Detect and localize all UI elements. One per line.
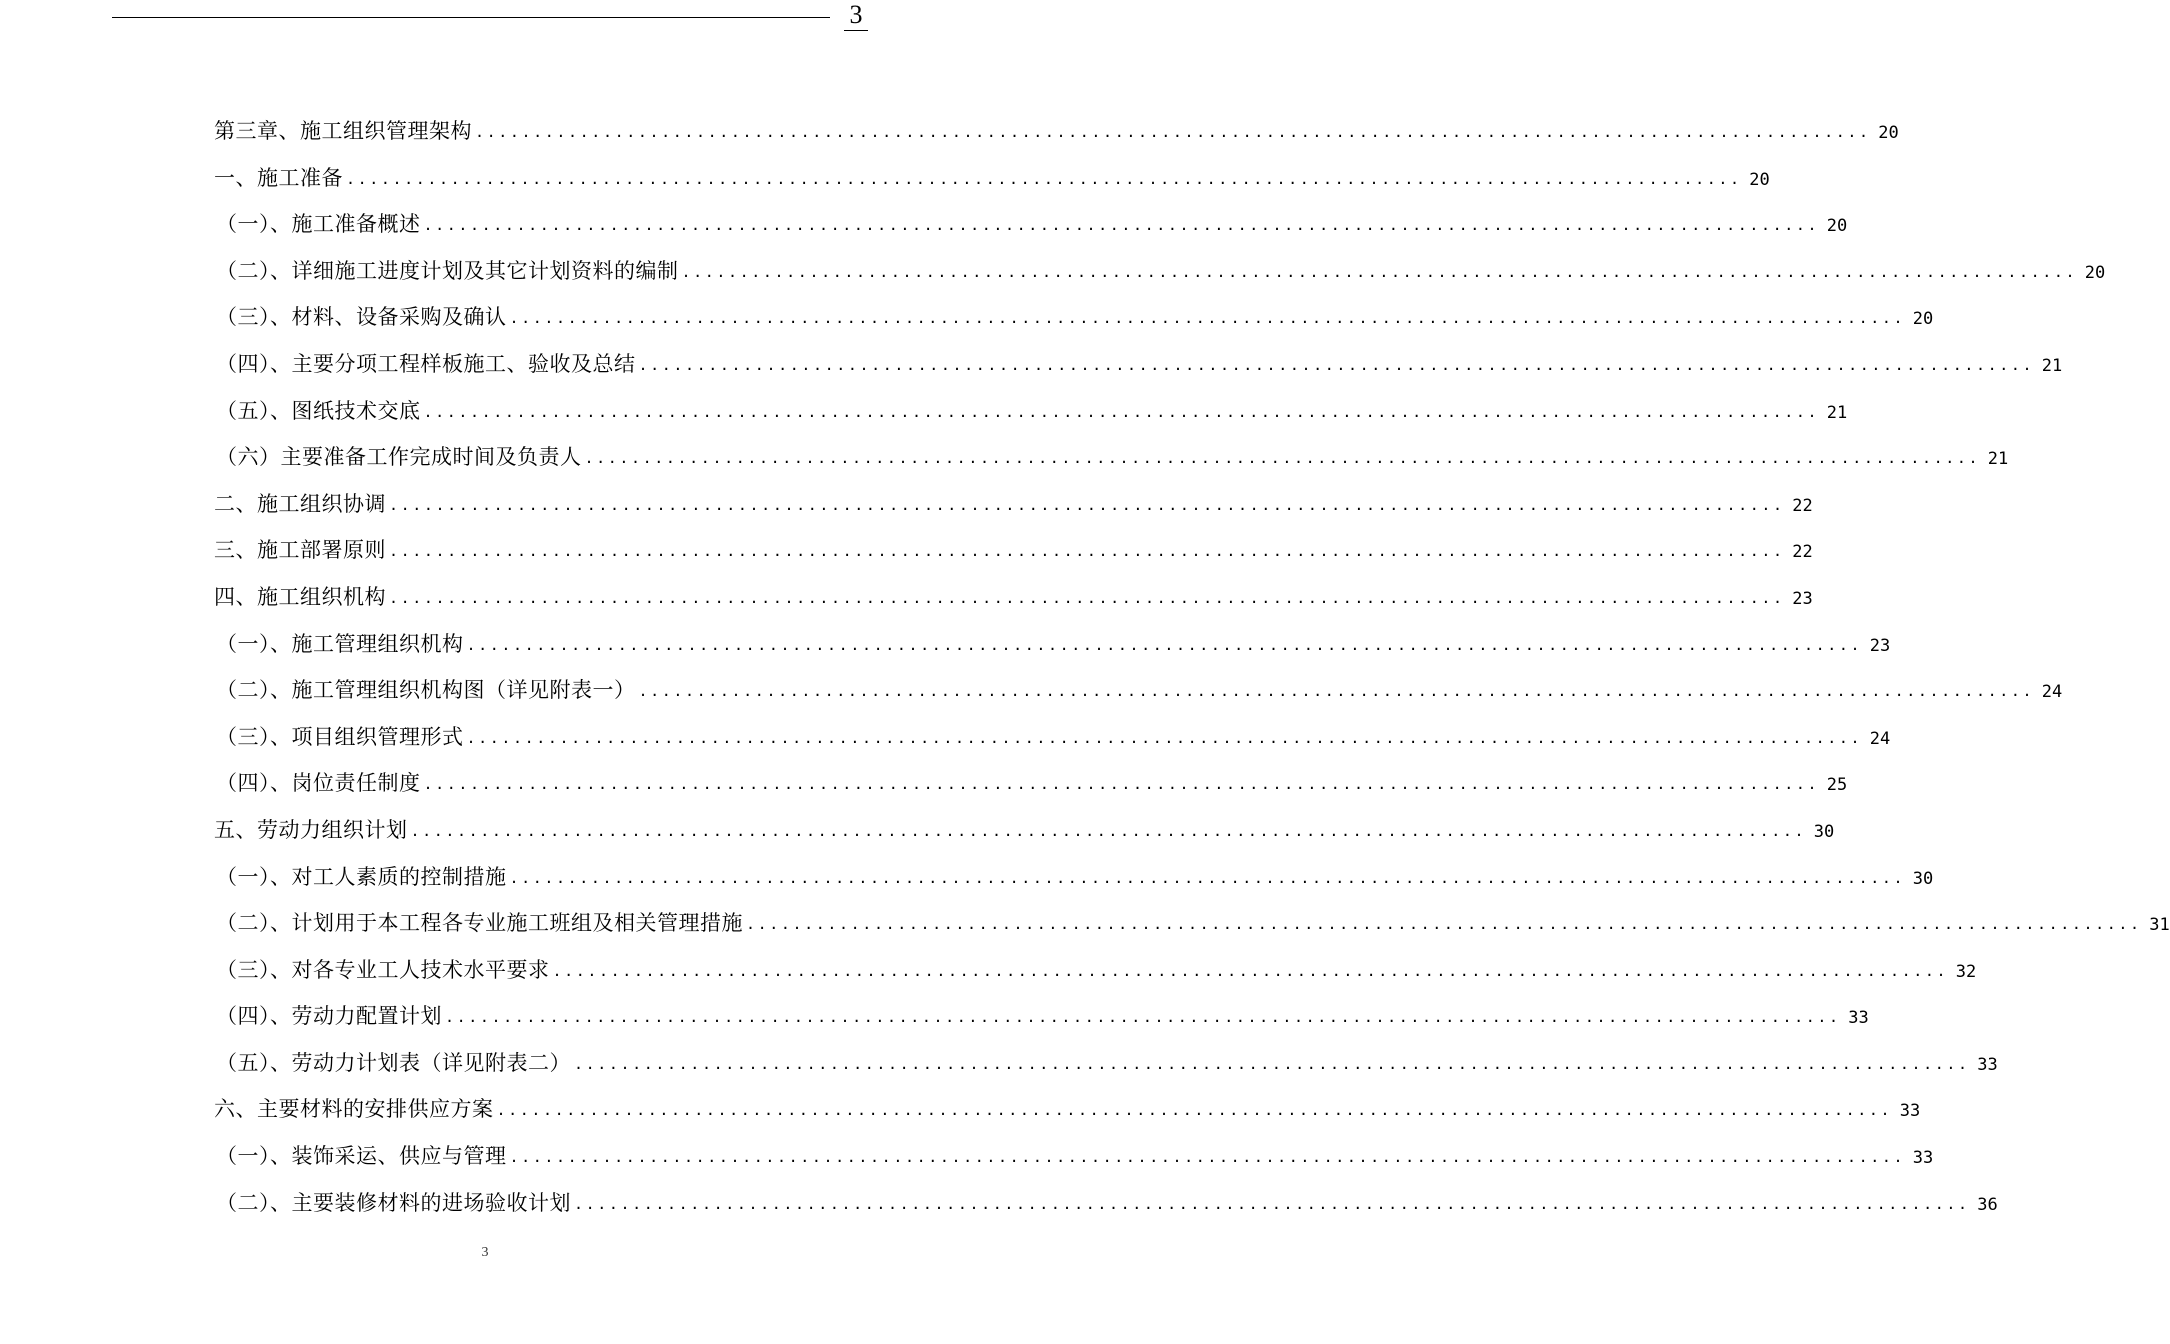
- table-of-contents: [214, 108, 2170, 1226]
- toc-entry-label: （六）主要准备工作完成时间及负责人: [216, 445, 582, 470]
- toc-entry[interactable]: [214, 248, 2106, 295]
- toc-entry-page: 21: [1987, 449, 2009, 470]
- toc-entry-page: 31: [2149, 915, 2170, 936]
- toc-dot-leader: ........................................................................................................................: [346, 169, 1742, 188]
- toc-entry[interactable]: [214, 527, 1813, 574]
- toc-entry-page: 24: [1869, 728, 1891, 749]
- toc-dot-leader: ........................................................................................................................: [746, 915, 2142, 934]
- toc-entry-page: 33: [1899, 1101, 1921, 1122]
- toc-entry-label: 五、劳动力组织计划: [214, 817, 408, 842]
- toc-dot-leader: ........................................................................................................................: [509, 309, 1906, 328]
- footer-page-number: 3: [481, 1245, 489, 1260]
- toc-entry-page: 24: [2041, 682, 2063, 703]
- toc-dot-leader: ........................................................................................................................: [574, 1194, 1970, 1213]
- toc-dot-leader: ........................................................................................................................: [475, 123, 1871, 141]
- toc-dot-leader: ........................................................................................................................: [638, 355, 2035, 374]
- toc-entry[interactable]: [214, 947, 1977, 994]
- toc-entry-page: 33: [1977, 1054, 1998, 1075]
- toc-entry[interactable]: [214, 1180, 1998, 1227]
- toc-entry-page: 20: [1878, 123, 1899, 143]
- toc-entry-page: 33: [1848, 1008, 1869, 1029]
- toc-entry[interactable]: [214, 155, 1770, 202]
- toc-entry-page: 23: [1869, 635, 1891, 656]
- toc-entry[interactable]: [214, 854, 1934, 901]
- toc-entry-label: 二、施工组织协调: [214, 491, 386, 516]
- toc-entry-label: （一）、装饰采运、供应与管理: [216, 1144, 507, 1169]
- toc-entry[interactable]: [214, 667, 2063, 714]
- toc-dot-leader: ........................................................................................................................: [638, 682, 2035, 701]
- header-rule: [112, 17, 830, 18]
- toc-entry-label: （三）、项目组织管理形式: [216, 724, 464, 749]
- toc-entry-label: （二）、计划用于本工程各专业施工班组及相关管理措施: [216, 911, 743, 936]
- toc-entry[interactable]: [214, 807, 1835, 854]
- toc-dot-leader: ........................................................................................................................: [552, 961, 1949, 980]
- toc-entry-label: 四、施工组织机构: [214, 584, 386, 609]
- toc-entry-label: （五）、劳动力计划表（详见附表二）: [216, 1050, 571, 1075]
- toc-dot-leader: ........................................................................................................................: [410, 821, 1807, 840]
- toc-entry-page: 20: [2084, 262, 2106, 283]
- toc-entry[interactable]: [214, 388, 1848, 435]
- toc-entry-page: 33: [1912, 1148, 1934, 1169]
- toc-entry[interactable]: [214, 108, 1899, 155]
- toc-entry[interactable]: [214, 481, 1813, 528]
- toc-entry-page: 30: [1813, 821, 1835, 842]
- toc-entry-page: 20: [1749, 169, 1770, 190]
- toc-dot-leader: ........................................................................................................................: [423, 775, 1820, 794]
- toc-entry-page: 36: [1977, 1194, 1998, 1215]
- toc-dot-leader: ........................................................................................................................: [509, 868, 1906, 887]
- toc-entry[interactable]: [214, 621, 1891, 668]
- toc-dot-leader: ........................................................................................................................: [681, 262, 2078, 281]
- toc-entry-label: （一）、施工管理组织机构: [216, 631, 464, 656]
- toc-dot-leader: ........................................................................................................................: [496, 1101, 1893, 1120]
- toc-entry-page: 23: [1792, 588, 1813, 609]
- toc-entry[interactable]: [214, 201, 1848, 248]
- toc-entry[interactable]: [214, 760, 1848, 807]
- toc-dot-leader: ........................................................................................................................: [445, 1008, 1841, 1027]
- toc-dot-leader: ........................................................................................................................: [423, 402, 1820, 421]
- toc-dot-leader: ........................................................................................................................: [389, 542, 1785, 561]
- toc-entry-page: 30: [1912, 868, 1934, 889]
- toc-entry-page: 21: [2041, 355, 2063, 376]
- toc-entry-label: （一）、对工人素质的控制措施: [216, 864, 507, 889]
- toc-dot-leader: ........................................................................................................................: [509, 1148, 1906, 1167]
- toc-dot-leader: ........................................................................................................................: [584, 449, 1981, 468]
- toc-dot-leader: ........................................................................................................................: [389, 495, 1785, 514]
- toc-entry-page: 21: [1826, 402, 1848, 423]
- toc-dot-leader: ........................................................................................................................: [574, 1054, 1970, 1073]
- toc-entry-label: （四）、劳动力配置计划: [216, 1004, 442, 1029]
- toc-entry-label: （二）、施工管理组织机构图（详见附表一）: [216, 678, 636, 703]
- toc-entry-label: 一、施工准备: [214, 165, 343, 190]
- toc-entry-page: 25: [1826, 775, 1848, 796]
- toc-entry-page: 32: [1955, 961, 1977, 982]
- toc-dot-leader: ........................................................................................................................: [466, 635, 1863, 654]
- toc-entry[interactable]: [214, 1040, 1998, 1087]
- toc-entry-label: （二）、主要装修材料的进场验收计划: [216, 1190, 571, 1215]
- toc-entry-label: （一）、施工准备概述: [216, 212, 421, 237]
- toc-entry-label: 六、主要材料的安排供应方案: [214, 1097, 494, 1122]
- toc-entry[interactable]: [214, 900, 2170, 947]
- toc-entry[interactable]: [214, 1086, 1921, 1133]
- toc-entry[interactable]: [214, 341, 2063, 388]
- toc-dot-leader: ........................................................................................................................: [466, 728, 1863, 747]
- toc-entry-label: （四）、主要分项工程样板施工、验收及总结: [216, 351, 636, 376]
- toc-entry[interactable]: [214, 1133, 1934, 1180]
- toc-dot-leader: ........................................................................................................................: [423, 216, 1820, 235]
- toc-entry-label: 第三章、施工组织管理架构: [214, 119, 472, 143]
- toc-entry-page: 22: [1792, 495, 1813, 516]
- toc-entry[interactable]: [214, 574, 1813, 621]
- toc-entry-label: （四）、岗位责任制度: [216, 771, 421, 796]
- toc-entry[interactable]: [214, 714, 1891, 761]
- toc-entry-label: （五）、图纸技术交底: [216, 398, 421, 423]
- header-page-number: 3: [844, 0, 868, 31]
- toc-entry[interactable]: [214, 993, 1869, 1040]
- toc-entry[interactable]: [214, 294, 1934, 341]
- toc-entry-label: （二）、详细施工进度计划及其它计划资料的编制: [216, 258, 679, 283]
- toc-entry-label: 三、施工部署原则: [214, 538, 386, 563]
- toc-entry-page: 20: [1826, 216, 1848, 237]
- toc-entry-label: （三）、材料、设备采购及确认: [216, 305, 507, 330]
- toc-entry-label: （三）、对各专业工人技术水平要求: [216, 957, 550, 982]
- toc-entry-page: 20: [1912, 309, 1934, 330]
- toc-dot-leader: ........................................................................................................................: [389, 588, 1785, 607]
- toc-entry[interactable]: [214, 434, 2009, 481]
- toc-entry-page: 22: [1792, 542, 1813, 563]
